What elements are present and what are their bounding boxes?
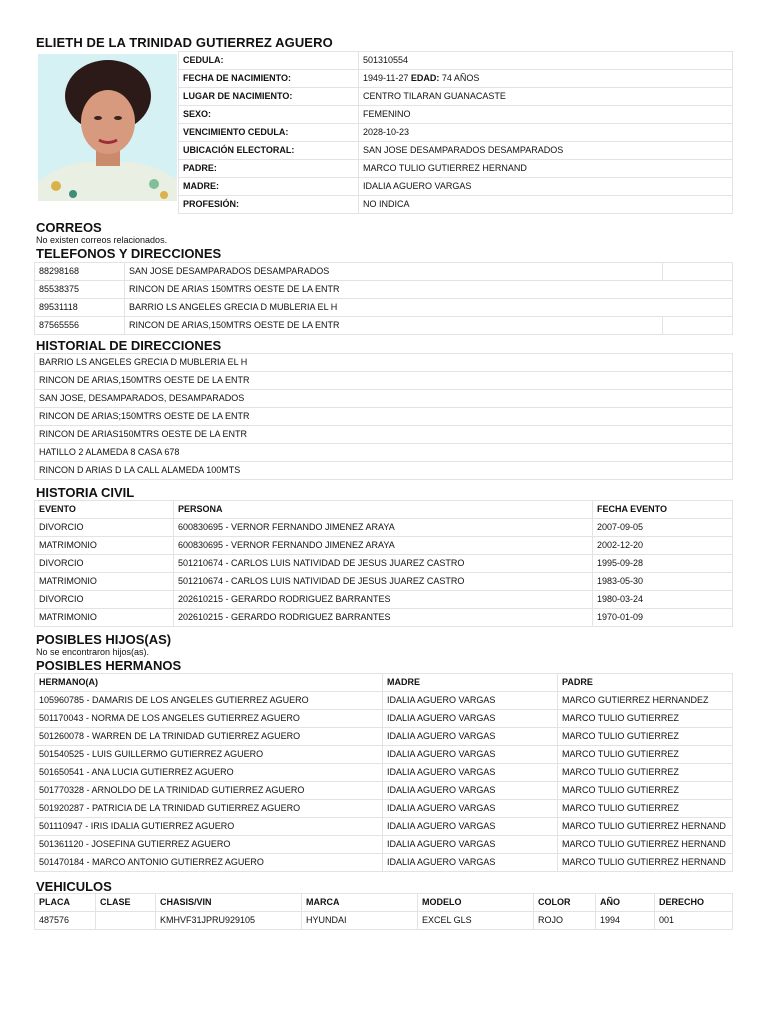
date-cell: 1995-09-28 bbox=[593, 555, 733, 573]
info-label: CEDULA: bbox=[179, 52, 359, 70]
sibling-cell: 501260078 - WARREN DE LA TRINIDAD GUTIERREZ AGUERO bbox=[35, 728, 383, 746]
person-cell: 202610215 - GERARDO RODRIGUEZ BARRANTES bbox=[174, 591, 593, 609]
table-row bbox=[35, 746, 733, 764]
column-header: AÑO bbox=[596, 894, 655, 912]
father-cell: MARCO TULIO GUTIERREZ bbox=[558, 764, 733, 782]
address-cell: RINCON DE ARIAS,150MTRS OESTE DE LA ENTR bbox=[35, 372, 733, 390]
info-row bbox=[179, 178, 733, 196]
table-row bbox=[35, 444, 733, 462]
portrait-image bbox=[38, 54, 177, 201]
column-header: PERSONA bbox=[174, 501, 593, 519]
info-label: FECHA DE NACIMIENTO: bbox=[179, 70, 359, 88]
address-cell: RINCON DE ARIAS 150MTRS OESTE DE LA ENTR bbox=[125, 281, 733, 299]
info-label: LUGAR DE NACIMIENTO: bbox=[179, 88, 359, 106]
hijos-title: POSIBLES HIJOS(AS) bbox=[36, 632, 172, 647]
table-header-row bbox=[35, 894, 733, 912]
event-cell: DIVORCIO bbox=[35, 555, 174, 573]
date-cell: 1980-03-24 bbox=[593, 591, 733, 609]
mother-cell: IDALIA AGUERO VARGAS bbox=[383, 746, 558, 764]
age-value: 74 AÑOS bbox=[441, 73, 480, 83]
phone-cell: 89531118 bbox=[35, 299, 125, 317]
info-value: NO INDICA bbox=[359, 196, 733, 214]
address-cell: RINCON DE ARIAS150MTRS OESTE DE LA ENTR bbox=[35, 426, 733, 444]
column-header: PADRE bbox=[558, 674, 733, 692]
info-value: CENTRO TILARAN GUANACASTE bbox=[359, 88, 733, 106]
civil-table bbox=[34, 500, 733, 627]
table-row bbox=[35, 372, 733, 390]
person-cell: 600830695 - VERNOR FERNANDO JIMENEZ ARAYA bbox=[174, 519, 593, 537]
table-row bbox=[35, 317, 733, 335]
address-cell: RINCON D ARIAS D LA CALL ALAMEDA 100MTS bbox=[35, 462, 733, 480]
date-cell: 1970-01-09 bbox=[593, 609, 733, 627]
address-cell: SAN JOSE, DESAMPARADOS, DESAMPARADOS bbox=[35, 390, 733, 408]
father-cell: MARCO TULIO GUTIERREZ HERNAND bbox=[558, 854, 733, 872]
sibling-cell: 501470184 - MARCO ANTONIO GUTIERREZ AGUERO bbox=[35, 854, 383, 872]
mother-cell: IDALIA AGUERO VARGAS bbox=[383, 710, 558, 728]
hermanos-title: POSIBLES HERMANOS bbox=[36, 658, 182, 673]
brand-cell: HYUNDAI bbox=[302, 912, 418, 930]
table-row bbox=[35, 800, 733, 818]
event-cell: DIVORCIO bbox=[35, 519, 174, 537]
info-label: SEXO: bbox=[179, 106, 359, 124]
table-row bbox=[35, 408, 733, 426]
plate-cell: 487576 bbox=[35, 912, 96, 930]
mother-cell: IDALIA AGUERO VARGAS bbox=[383, 692, 558, 710]
table-row bbox=[35, 299, 733, 317]
mother-cell: IDALIA AGUERO VARGAS bbox=[383, 764, 558, 782]
mother-cell: IDALIA AGUERO VARGAS bbox=[383, 836, 558, 854]
father-cell: MARCO TULIO GUTIERREZ bbox=[558, 800, 733, 818]
date-cell: 2002-12-20 bbox=[593, 537, 733, 555]
event-cell: MATRIMONIO bbox=[35, 573, 174, 591]
info-row bbox=[179, 52, 733, 70]
info-label: PADRE: bbox=[179, 160, 359, 178]
address-cell: BARRIO LS ANGELES GRECIA D MUBLERIA EL H bbox=[35, 354, 733, 372]
sibling-cell: 501170043 - NORMA DE LOS ANGELES GUTIERREZ AGUERO bbox=[35, 710, 383, 728]
father-cell: MARCO TULIO GUTIERREZ bbox=[558, 728, 733, 746]
info-label: MADRE: bbox=[179, 178, 359, 196]
sibling-cell: 501540525 - LUIS GUILLERMO GUTIERREZ AGUERO bbox=[35, 746, 383, 764]
info-value: 501310554 bbox=[359, 52, 733, 70]
father-cell: MARCO TULIO GUTIERREZ bbox=[558, 710, 733, 728]
column-header: HERMANO(A) bbox=[35, 674, 383, 692]
phone-cell: 85538375 bbox=[35, 281, 125, 299]
empty-cell bbox=[663, 263, 733, 281]
table-header-row bbox=[35, 501, 733, 519]
date-cell: 2007-09-05 bbox=[593, 519, 733, 537]
column-header: COLOR bbox=[534, 894, 596, 912]
table-row bbox=[35, 462, 733, 480]
table-row bbox=[35, 426, 733, 444]
column-header: EVENTO bbox=[35, 501, 174, 519]
sibling-cell: 105960785 - DAMARIS DE LOS ANGELES GUTIERREZ AGUERO bbox=[35, 692, 383, 710]
color-cell: ROJO bbox=[534, 912, 596, 930]
table-row bbox=[35, 555, 733, 573]
column-header: PLACA bbox=[35, 894, 96, 912]
info-row bbox=[179, 142, 733, 160]
father-cell: MARCO TULIO GUTIERREZ HERNAND bbox=[558, 836, 733, 854]
table-row bbox=[35, 692, 733, 710]
table-row bbox=[35, 390, 733, 408]
event-cell: MATRIMONIO bbox=[35, 537, 174, 555]
person-cell: 202610215 - GERARDO RODRIGUEZ BARRANTES bbox=[174, 609, 593, 627]
person-cell: 501210674 - CARLOS LUIS NATIVIDAD DE JESUS JUAREZ CASTRO bbox=[174, 555, 593, 573]
right-cell: 001 bbox=[655, 912, 733, 930]
correos-note: No existen correos relacionados. bbox=[36, 235, 168, 245]
table-row bbox=[35, 263, 733, 281]
address-cell: BARRIO LS ANGELES GRECIA D MUBLERIA EL H bbox=[125, 299, 733, 317]
info-row bbox=[179, 70, 733, 88]
vehiculos-table bbox=[34, 893, 733, 930]
table-row bbox=[35, 710, 733, 728]
vin-cell: KMHVF31JPRU929105 bbox=[156, 912, 302, 930]
address-cell: RINCON DE ARIAS,150MTRS OESTE DE LA ENTR bbox=[125, 317, 663, 335]
info-label: UBICACIÓN ELECTORAL: bbox=[179, 142, 359, 160]
phone-cell: 88298168 bbox=[35, 263, 125, 281]
table-row bbox=[35, 854, 733, 872]
civil-title: HISTORIA CIVIL bbox=[36, 485, 135, 500]
address-cell: RINCON DE ARIAS;150MTRS OESTE DE LA ENTR bbox=[35, 408, 733, 426]
table-row bbox=[35, 836, 733, 854]
info-row bbox=[179, 160, 733, 178]
address-cell: SAN JOSE DESAMPARADOS DESAMPARADOS bbox=[125, 263, 663, 281]
age-label: EDAD: bbox=[410, 73, 440, 83]
class-cell bbox=[96, 912, 156, 930]
father-cell: MARCO GUTIERREZ HERNANDEZ bbox=[558, 692, 733, 710]
father-cell: MARCO TULIO GUTIERREZ bbox=[558, 746, 733, 764]
father-cell: MARCO TULIO GUTIERREZ HERNAND bbox=[558, 818, 733, 836]
table-row bbox=[35, 354, 733, 372]
person-info-table bbox=[178, 51, 733, 214]
column-header: CLASE bbox=[96, 894, 156, 912]
table-row bbox=[35, 782, 733, 800]
model-cell: EXCEL GLS bbox=[418, 912, 534, 930]
table-row bbox=[35, 537, 733, 555]
correos-title: CORREOS bbox=[36, 220, 102, 235]
person-cell: 600830695 - VERNOR FERNANDO JIMENEZ ARAYA bbox=[174, 537, 593, 555]
father-cell: MARCO TULIO GUTIERREZ bbox=[558, 782, 733, 800]
date-cell: 1983-05-30 bbox=[593, 573, 733, 591]
table-row bbox=[35, 609, 733, 627]
sibling-cell: 501770328 - ARNOLDO DE LA TRINIDAD GUTIERREZ AGUERO bbox=[35, 782, 383, 800]
info-value: 2028-10-23 bbox=[359, 124, 733, 142]
mother-cell: IDALIA AGUERO VARGAS bbox=[383, 854, 558, 872]
event-cell: MATRIMONIO bbox=[35, 609, 174, 627]
birth-date: 1949-11-27 bbox=[363, 73, 409, 83]
person-cell: 501210674 - CARLOS LUIS NATIVIDAD DE JESUS JUAREZ CASTRO bbox=[174, 573, 593, 591]
table-row bbox=[35, 573, 733, 591]
table-row bbox=[35, 591, 733, 609]
vehiculos-title: VEHICULOS bbox=[36, 879, 112, 894]
mother-cell: IDALIA AGUERO VARGAS bbox=[383, 782, 558, 800]
info-row bbox=[179, 124, 733, 142]
column-header: CHASIS/VIN bbox=[156, 894, 302, 912]
info-value: MARCO TULIO GUTIERREZ HERNAND bbox=[359, 160, 733, 178]
column-header: MARCA bbox=[302, 894, 418, 912]
column-header: MADRE bbox=[383, 674, 558, 692]
historial-table bbox=[34, 353, 733, 480]
table-row bbox=[35, 519, 733, 537]
info-row bbox=[179, 196, 733, 214]
mother-cell: IDALIA AGUERO VARGAS bbox=[383, 728, 558, 746]
info-row bbox=[179, 88, 733, 106]
mother-cell: IDALIA AGUERO VARGAS bbox=[383, 818, 558, 836]
year-cell: 1994 bbox=[596, 912, 655, 930]
table-row bbox=[35, 281, 733, 299]
column-header: MODELO bbox=[418, 894, 534, 912]
column-header: DERECHO bbox=[655, 894, 733, 912]
hijos-note: No se encontraron hijos(as). bbox=[36, 647, 150, 657]
info-label: PROFESIÓN: bbox=[179, 196, 359, 214]
table-row bbox=[35, 764, 733, 782]
table-header-row bbox=[35, 674, 733, 692]
info-label: VENCIMIENTO CEDULA: bbox=[179, 124, 359, 142]
mother-cell: IDALIA AGUERO VARGAS bbox=[383, 800, 558, 818]
historial-title: HISTORIAL DE DIRECCIONES bbox=[36, 338, 222, 353]
sibling-cell: 501650541 - ANA LUCIA GUTIERREZ AGUERO bbox=[35, 764, 383, 782]
info-row bbox=[179, 106, 733, 124]
address-cell: HATILLO 2 ALAMEDA 8 CASA 678 bbox=[35, 444, 733, 462]
table-row bbox=[35, 728, 733, 746]
sibling-cell: 501920287 - PATRICIA DE LA TRINIDAD GUTIERREZ AGUERO bbox=[35, 800, 383, 818]
sibling-cell: 501110947 - IRIS IDALIA GUTIERREZ AGUERO bbox=[35, 818, 383, 836]
hermanos-table bbox=[34, 673, 733, 872]
info-value: FEMENINO bbox=[359, 106, 733, 124]
table-row bbox=[35, 818, 733, 836]
info-value: IDALIA AGUERO VARGAS bbox=[359, 178, 733, 196]
event-cell: DIVORCIO bbox=[35, 591, 174, 609]
column-header: FECHA EVENTO bbox=[593, 501, 733, 519]
info-value bbox=[359, 70, 733, 88]
telefonos-table bbox=[34, 262, 733, 335]
info-value: SAN JOSE DESAMPARADOS DESAMPARADOS bbox=[359, 142, 733, 160]
phone-cell: 87565556 bbox=[35, 317, 125, 335]
person-photo bbox=[38, 54, 177, 201]
person-name: ELIETH DE LA TRINIDAD GUTIERREZ AGUERO bbox=[36, 35, 333, 50]
sibling-cell: 501361120 - JOSEFINA GUTIERREZ AGUERO bbox=[35, 836, 383, 854]
empty-cell bbox=[663, 317, 733, 335]
telefonos-title: TELEFONOS Y DIRECCIONES bbox=[36, 246, 222, 261]
table-row bbox=[35, 912, 733, 930]
